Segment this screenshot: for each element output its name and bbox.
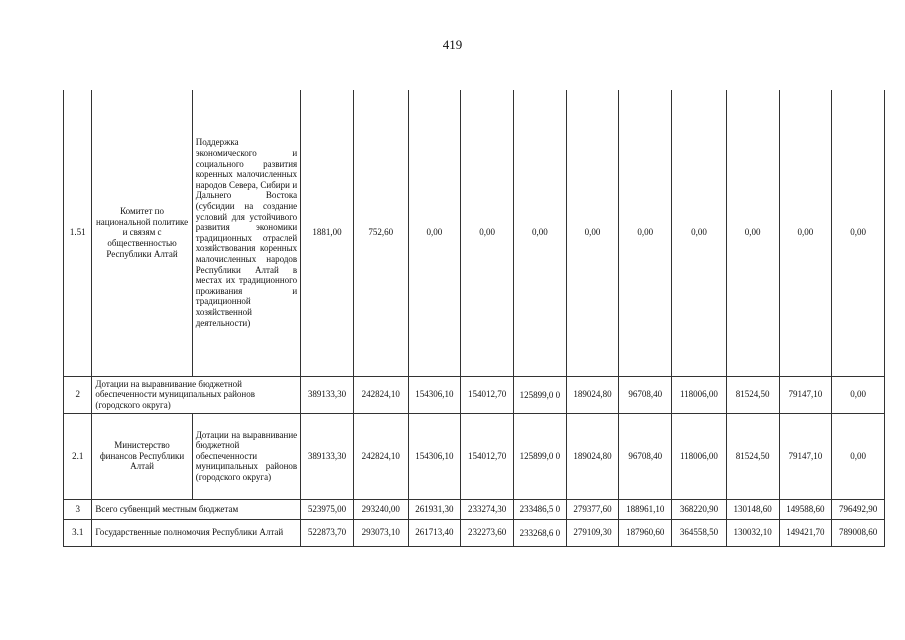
- value-cell: 796492,90: [832, 499, 885, 519]
- value-cell: 242824,10: [353, 376, 408, 413]
- value-cell: 0,00: [461, 90, 514, 376]
- value-cell: 130148,60: [726, 499, 779, 519]
- value-cell: 0,00: [672, 90, 727, 376]
- value-cell: 1881,00: [301, 90, 354, 376]
- value-cell: 0,00: [832, 376, 885, 413]
- value-cell: 0,00: [832, 90, 885, 376]
- value-cell: 0,00: [779, 90, 832, 376]
- value-cell: 389133,30: [301, 376, 354, 413]
- value-cell: 293240,00: [353, 499, 408, 519]
- value-cell: 149421,70: [779, 519, 832, 546]
- table-row: [64, 413, 885, 499]
- org-name: Министерство финансов Республики Алтай: [92, 413, 192, 499]
- value-cell: 233274,30: [461, 499, 514, 519]
- value-cell: 0,00: [619, 90, 672, 376]
- row-index: 2: [64, 376, 92, 413]
- value-cell: 752,60: [353, 90, 408, 376]
- value-cell: 364558,50: [672, 519, 727, 546]
- value-cell: 149588,60: [779, 499, 832, 519]
- value-cell: 0,00: [566, 90, 619, 376]
- page-number: 419: [442, 37, 463, 52]
- value-cell: 0,00: [513, 90, 566, 376]
- value-cell: 279377,60: [566, 499, 619, 519]
- value-cell: 233268,6 0: [513, 519, 566, 546]
- value-cell: 261713,40: [408, 519, 461, 546]
- value-cell: 125899,0 0: [513, 413, 566, 499]
- row-label: Дотации на выравнивание бюджетной обеспеченности муниципальных районов (городского округа): [92, 376, 301, 413]
- value-cell: 232273,60: [461, 519, 514, 546]
- row-index: 3.1: [64, 519, 92, 546]
- value-cell: 0,00: [726, 90, 779, 376]
- value-cell: 81524,50: [726, 413, 779, 499]
- value-cell: 188961,10: [619, 499, 672, 519]
- value-cell: 125899,0 0: [513, 376, 566, 413]
- value-cell: 130032,10: [726, 519, 779, 546]
- value-cell: 154012,70: [461, 413, 514, 499]
- table-row: [64, 90, 885, 376]
- value-cell: 233486,5 0: [513, 499, 566, 519]
- value-cell: 154306,10: [408, 376, 461, 413]
- value-cell: 0,00: [408, 90, 461, 376]
- value-cell: 389133,30: [301, 413, 354, 499]
- value-cell: 154306,10: [408, 413, 461, 499]
- row-index: 1.51: [64, 90, 92, 376]
- value-cell: 154012,70: [461, 376, 514, 413]
- value-cell: 189024,80: [566, 413, 619, 499]
- value-cell: 522873,70: [301, 519, 354, 546]
- value-cell: 96708,40: [619, 413, 672, 499]
- value-cell: 789008,60: [832, 519, 885, 546]
- org-name: Комитет по национальной политике и связям с общественностью Республики Алтай: [92, 90, 192, 376]
- value-cell: 187960,60: [619, 519, 672, 546]
- row-description: Поддержка экономического и социального развития коренных малочисленных народов Севера, Сибири и Дальнего Востока (субсидии на создание условий для устойчивого развития экономики традиционных отраслей хозяйствования коренных малочисленных народов Республики Алтай в местах их традиционного проживания и традиционной хозяйственной деятельности): [192, 90, 300, 376]
- value-cell: 79147,10: [779, 413, 832, 499]
- value-cell: 523975,00: [301, 499, 354, 519]
- row-label: Государственные полномочия Республики Алтай: [92, 519, 301, 546]
- table-row: [64, 519, 885, 546]
- row-index: 3: [64, 499, 92, 519]
- value-cell: 189024,80: [566, 376, 619, 413]
- row-index: 2.1: [64, 413, 92, 499]
- row-label: Всего субвенций местным бюджетам: [92, 499, 301, 519]
- value-cell: 0,00: [832, 413, 885, 499]
- value-cell: 279109,30: [566, 519, 619, 546]
- value-cell: 261931,30: [408, 499, 461, 519]
- value-cell: 368220,90: [672, 499, 727, 519]
- value-cell: 118006,00: [672, 376, 727, 413]
- value-cell: 242824,10: [353, 413, 408, 499]
- value-cell: 81524,50: [726, 376, 779, 413]
- value-cell: 79147,10: [779, 376, 832, 413]
- budget-table: [63, 90, 885, 547]
- value-cell: 293073,10: [353, 519, 408, 546]
- value-cell: 96708,40: [619, 376, 672, 413]
- value-cell: 118006,00: [672, 413, 727, 499]
- table-row: [64, 376, 885, 413]
- table-row: [64, 499, 885, 519]
- row-description: Дотации на выравнивание бюджетной обеспеченности муниципальных районов (городского округа): [192, 413, 300, 499]
